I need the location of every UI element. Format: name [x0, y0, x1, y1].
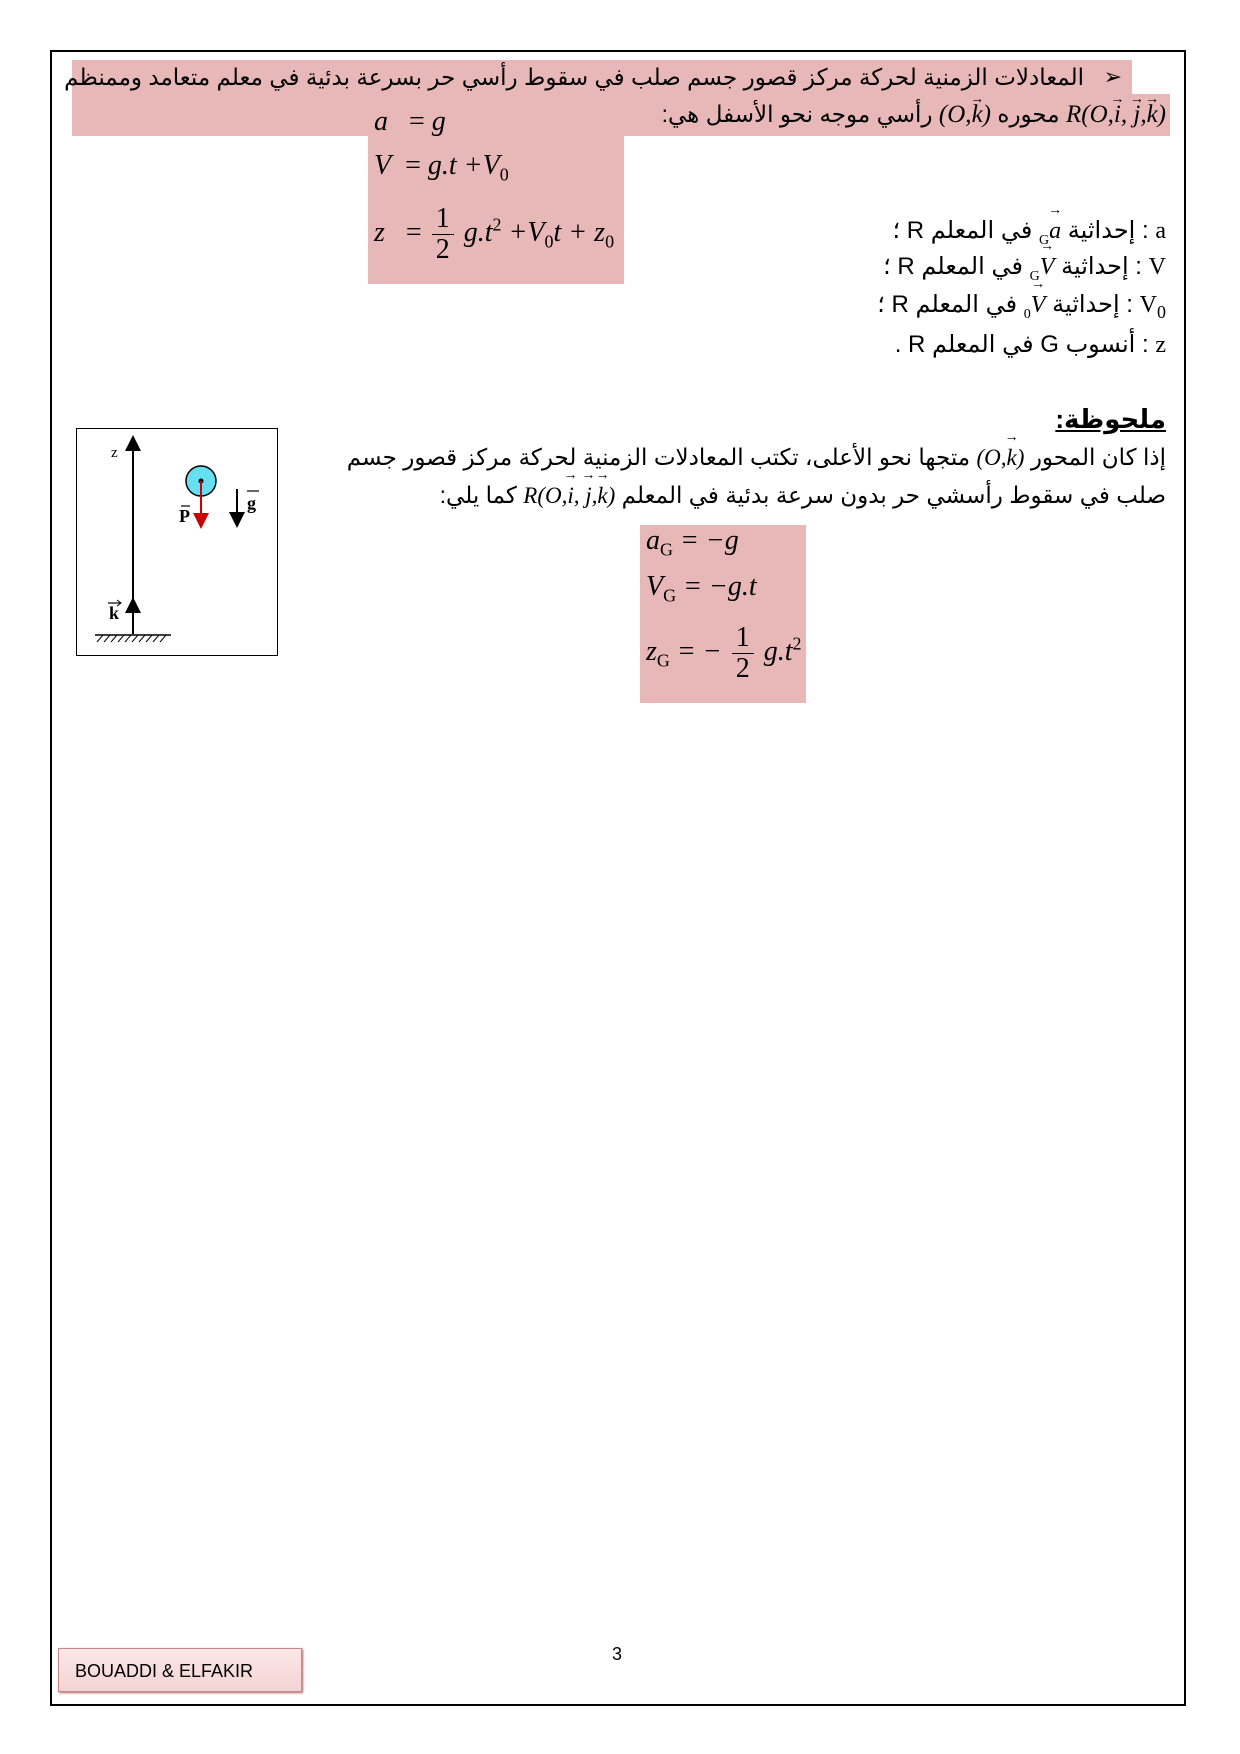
equation-velocity-up: $V_G = -g.t$: [646, 571, 757, 606]
weight-label: P: [179, 506, 190, 526]
note-line-1: إذا كان المحور (O,→ k) متجها نحو الأعلى، تكتب المعادلات الزمنية لحركة مركز قصور جسم: [347, 444, 1166, 471]
equation-acceleration-up: $a_G = -g$: [646, 525, 739, 560]
frame-notation: R(O,→ i, → j,→ k): [1066, 101, 1166, 128]
definition-v: V : إحداثية → $V_G$ في المعلم R ؛: [883, 252, 1166, 285]
heading-axis-word: محوره: [997, 101, 1060, 127]
equations-box-downward: [368, 106, 624, 284]
fraction-half-up: $\frac{1}{2}$: [732, 623, 754, 684]
heading-axis-desc: رأسي موجه نحو الأسفل هي:: [661, 101, 933, 127]
definition-z: z : أنسوب G في المعلم R .: [894, 331, 1166, 358]
equation-position: z = $\frac{1}{2}$ $g.t^2 +V_0t + z_0$: [374, 203, 615, 265]
fraction-half: $\frac{1}{2}$: [432, 204, 454, 265]
arrow-bullet-icon: ➢: [1103, 64, 1122, 89]
heading-text-1: المعادلات الزمنية لحركة مركز قصور جسم صلب في سقوط رأسي حر بسرعة بدئية في معلم متعامد وممنظم: [64, 64, 1084, 90]
gravity-label: g: [247, 493, 256, 513]
unit-vector-k-label: k: [109, 603, 120, 623]
equation-acceleration: a = g: [374, 106, 446, 137]
definition-v0: $V_0$ : إحداثية → $V_0$ في المعلم R ؛: [877, 290, 1166, 323]
axis-notation: (O,→ k): [939, 101, 991, 128]
heading-text-2: [662, 94, 1166, 135]
equation-position-up: $z_G$ = − $\frac{1}{2}$ $g.t^2$: [646, 622, 802, 684]
page-number: 3: [612, 1644, 623, 1664]
note-title: ملحوظة:: [1055, 404, 1166, 434]
equation-velocity: $V = g.t +V_0$: [374, 150, 509, 185]
free-fall-figure: [76, 428, 278, 656]
definition-a: a : إحداثية → $a_G$ في المعلم R ؛: [892, 216, 1166, 249]
z-axis-label: z: [111, 445, 118, 461]
free-fall-diagram: [77, 429, 277, 655]
equations-box-upward: [640, 525, 806, 703]
note-line-2: صلب في سقوط رأسشي حر بدون سرعة بدئية في المعلم R(O,→ i, → j,→ k) كما يلي:: [440, 482, 1166, 509]
authors-tag: BOUADDI & ELFAKIR: [58, 1648, 302, 1692]
